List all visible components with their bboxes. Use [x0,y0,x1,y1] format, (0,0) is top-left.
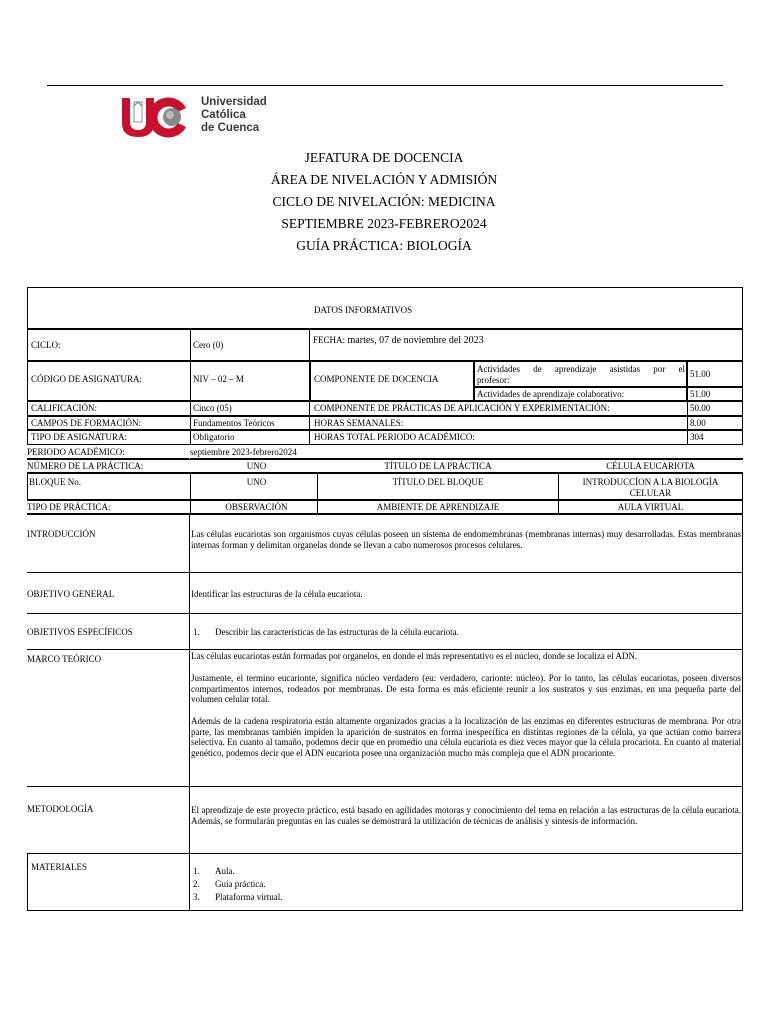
numero-label: NÚMERO DE LA PRÁCTICA: [27,461,144,471]
titulo-bloque-value-2: CELULAR [629,488,672,498]
marco-paragraph-1: Las células eucariotas están formadas por organelos, en donde el más representativo es el núcleo, donde se localiza el ADN. [191,651,638,661]
list-item-number: 1. [193,866,200,876]
horas-total-value: 304 [690,432,704,442]
titulo-bloque-value-1: INTRODUCCÍON A LA BIOLOGÍA [582,477,719,487]
titulo-practica-value: CÉLULA EUCARIOTA [606,461,695,471]
list-item: Aula. [215,866,235,876]
cell-divider [27,787,190,854]
list-item-number: 2. [193,879,200,889]
numero-value: UNO [246,461,267,471]
horas-total-label: HORAS TOTAL PERIODO ACADÉMICO: [314,432,475,442]
list-item: Plataforma virtual. [215,892,283,902]
heading-line: GUÍA PRÁCTICA: BIOLOGÍA [296,238,472,253]
datos-title: DATOS INFORMATIVOS [314,305,413,315]
ambiente-value: AULA VIRTUAL [617,502,684,512]
bloque-label: BLOQUE No. [29,477,81,487]
fecha-field: FECHA: martes, 07 de noviembre del 2023 [313,335,484,346]
asistidas-line1: Actividades de aprendizaje asistidas por el [477,364,685,374]
tipo-practica-label: TIPO DE PRÁCTICA: [27,502,111,512]
cell-divider [27,514,190,573]
university-name: Universidad Católica de Cuenca [201,96,267,134]
heading-line: CICLO DE NIVELACIÓN: MEDICINA [272,194,496,209]
asistidas-value: 51.00 [690,369,711,379]
objetivos-especificos-number: 1. [193,627,200,637]
top-rule [47,85,723,86]
document-heading [0,147,768,257]
cell-divider [27,650,190,787]
titulo-bloque-label: TÍTULO DEL BLOQUE [392,477,484,487]
metodologia-label: METODOLOGÍA [27,804,94,814]
periodo-label: PERIODO ACADÉMICO: [27,447,125,457]
asistidas-line2: profesor: [477,375,510,385]
ciclo-label: CICLO: [31,340,61,350]
titulo-practica-label: TÍTULO DE LA PRÁCTICA [384,461,492,471]
objetivo-general-text: Identificar las estructuras de la célula eucariota. [191,589,363,599]
objetivos-especificos-text: Describir las características de las estructuras de la célula eucariota. [215,627,459,637]
componente-docencia: COMPONENTE DE DOCENCIA [314,374,439,384]
list-item: Guía práctica. [215,879,266,889]
colab-value: 51.00 [690,389,711,399]
campos-value: Fundamentos Teóricos [193,418,275,428]
list-item-number: 3. [193,892,200,902]
heading-line: SEPTIEMBRE 2023-FEBRERO2024 [281,216,487,231]
componente-practicas-value: 50.00 [690,403,711,413]
materiales-label: MATERIALES [31,862,87,872]
codigo-value: NIV – 02 – M [193,374,244,384]
marco-label: MARCO TEÓRICO [27,654,102,664]
horas-semanales-label: HORAS SEMANALES: [314,418,404,428]
tipo-asignatura-label: TIPO DE ASIGNATURA: [31,432,128,442]
heading-line: ÁREA DE NIVELACIÓN Y ADMISIÓN [270,172,498,187]
tipo-practica-value: OBSERVACIÓN [225,502,288,512]
marco-paragraph-2: Justamente, el termino eucarionte, significa núcleo verdadero (eu: verdadero, carionte: núcleo). Por lo tanto, las células eucariotas, poseen diversos compartimentos internos, rodeados por membranas. De esta forma es más eficiente reunir a los sustratos y sus enzimas, en una pequeña parte del volumen celular total. [191,673,741,704]
bloque-value: UNO [246,477,267,487]
periodo-value: septiembre 2023-febrero2024 [190,447,297,457]
introduccion-text: Las células eucariotas son organismos cuyas células poseen un sistema de endomembranas (membranas internas) muy desarrolladas. Estas membranas internas forman y delimitan organelas donde se llevan a cabo numerosos procesos celulares. [191,529,741,550]
horas-semanales-value: 8.00 [690,418,706,428]
componente-practicas: COMPONENTE DE PRÁCTICAS DE APLICACIÓN Y EXPERIMENTACIÓN: [314,403,610,413]
metodologia-text: El aprendizaje de este proyecto práctico, está basado en agilidades motoras y conocimiento del tema en relación a las estructuras de la célula eucariota. Además, se formularán preguntas en las cuales se demostrará la utilización de técnicas de análisis y síntesis de información. [191,805,741,826]
objetivo-general-label: OBJETIVO GENERAL [27,589,115,599]
ambiente-label: AMBIENTE DE APRENDIZAJE [376,502,500,512]
tipo-asignatura-value: Obligatorio [193,432,235,442]
calificacion-value: Cinco (05) [193,403,232,413]
codigo-label: CÓDIGO DE ASIGNATURA: [31,374,143,384]
ciclo-value: Cero (0) [193,340,224,350]
marco-paragraph-3: Además de la cadena respiratoria están altamente organizados gracias a la localización de las enzimas en diferentes estructuras de membrana. Por otra parte, las membranas también impiden la aparición de sustratos en forma inespecífica en distintas regiones de la célula, ya que actúan como barrera selectiva. En cuanto al tamaño, podemos decir que en promedio una célula eucariota es diez veces mayor que la célula procariota. En cuanto al material genético, podemos decir que el ADN eucariota posee una organización mucho más compleja que el ADN procarionte. [191,716,741,758]
introduccion-label: INTRODUCCIÓN [27,529,96,539]
objetivos-especificos-label: OBJETIVOS ESPECÍFICOS [27,627,133,637]
campos-label: CAMPOS DE FORMACIÓN: [31,418,142,428]
heading-line: JEFATURA DE DOCENCIA [304,150,464,165]
calificacion-label: CALIFICACIÓN: [31,403,98,413]
colab-label: Actividades de aprendizaje colaborativo: [477,389,625,399]
